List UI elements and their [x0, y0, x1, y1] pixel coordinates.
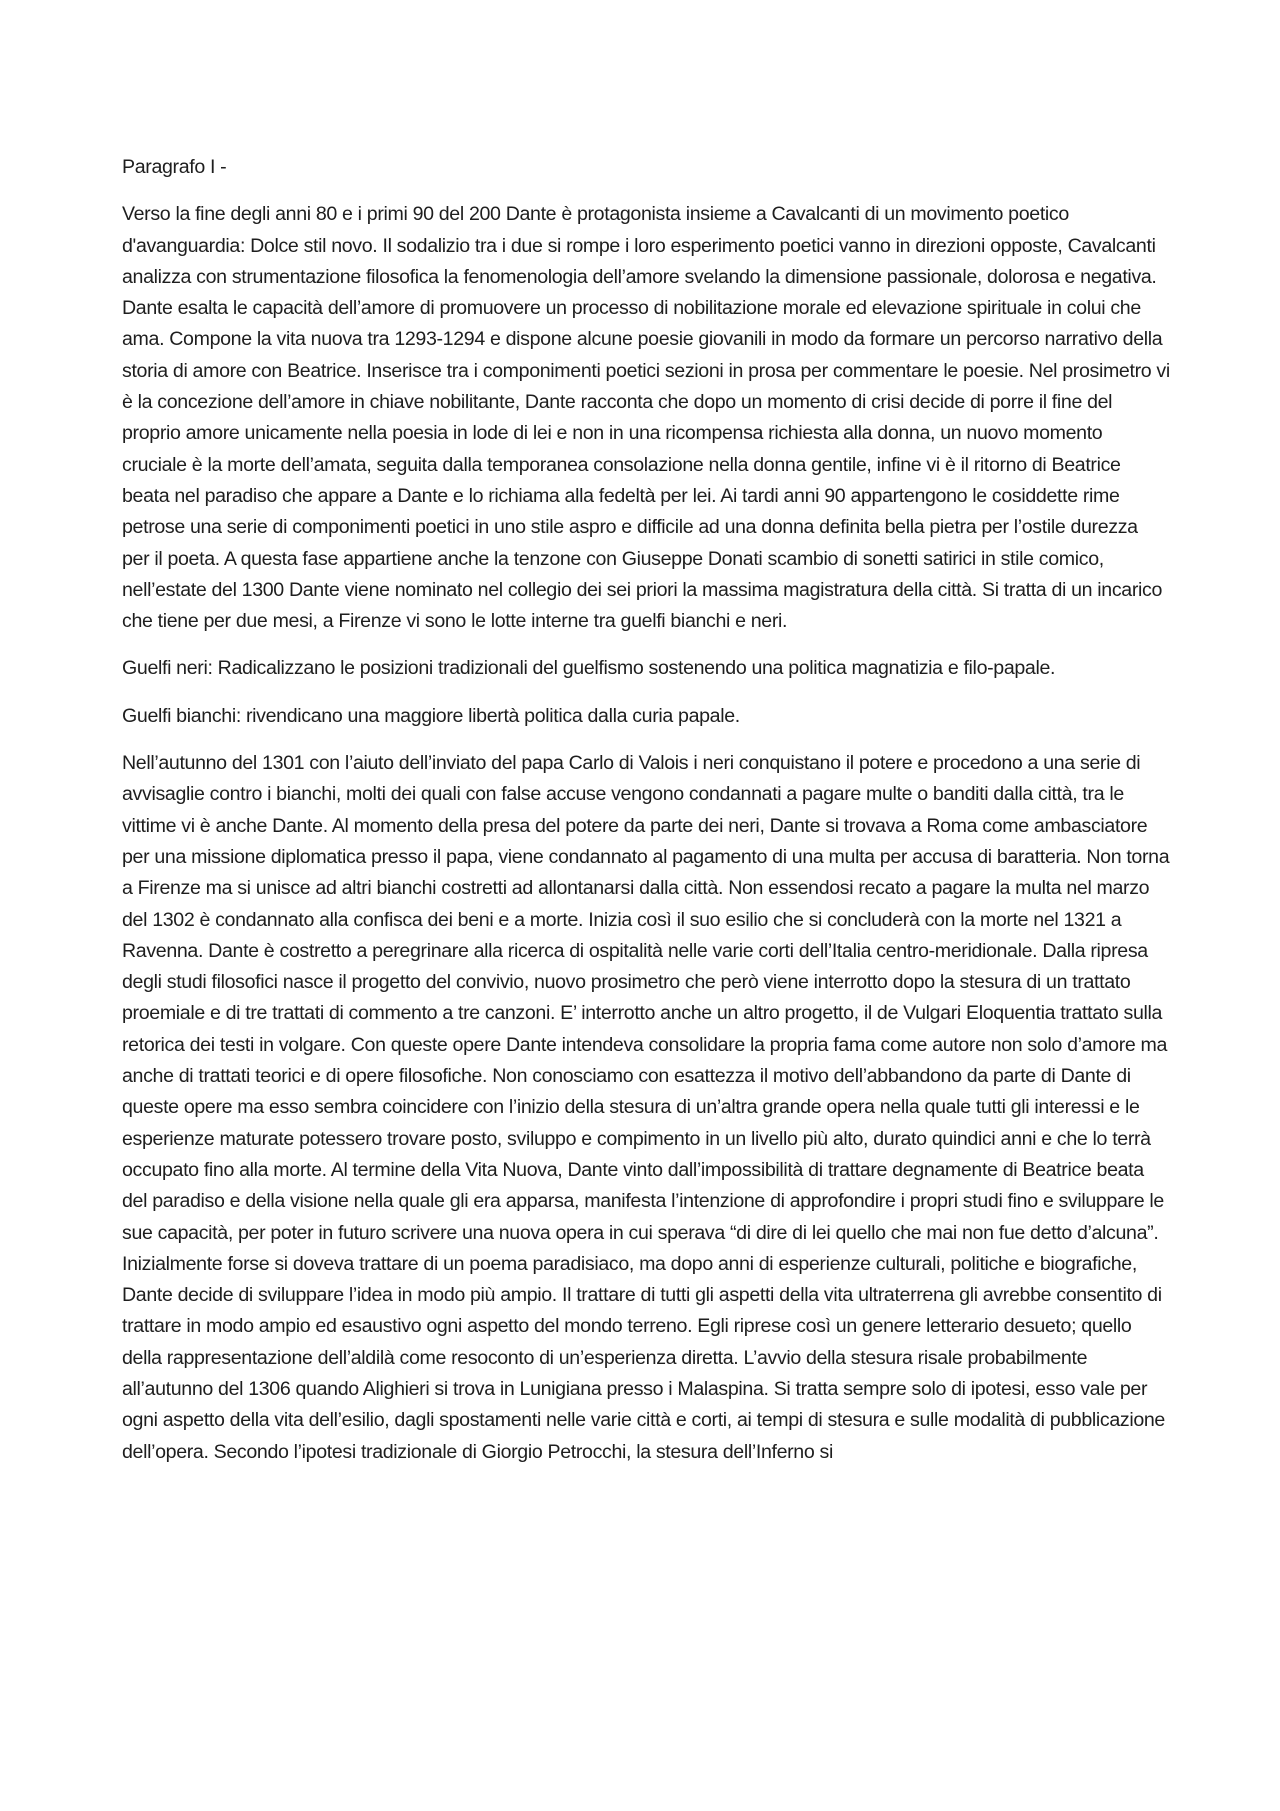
paragraph-heading: Paragrafo I -	[122, 156, 227, 178]
paragraph-guelfi-bianchi: Guelfi bianchi: rivendicano una maggiore libertà politica dalla curia papale.	[122, 704, 740, 727]
paragraph-esilio: Nell’autunno del 1301 con l’aiuto dell’inviato del papa Carlo di Valois i neri conquistano il potere e procedono a una serie di avvisaglie contro i bianchi, molti dei quali con false accuse vengono condannati a pagare multe o banditi dalla città, tra le vittime vi è anche Dante. Al momento della presa del potere da parte dei neri, Dante si trovava a Roma come ambasciatore per una missione diplomatica presso il papa, viene condannato al pagamento di una multa per accusa di baratteria. Non torna a Firenze ma si unisce ad altri bianchi costretti ad allontanarsi dalla città. Non essendosi recato a pagare la multa nel marzo del 1302 è condannato alla confisca dei beni e a morte. Inizia così il suo esilio che si concluderà con la morte nel 1321 a Ravenna. Dante è costretto a peregrinare alla ricerca di ospitalità nelle varie corti dell’Italia centro-meridionale. Dalla ripresa degli studi filosofici nasce il progetto del convivio, nuovo prosimetro che però viene interrotto dopo la stesura di un trattato proemiale e di tre trattati di commento a tre canzoni. E’ interrotto anche un altro progetto, il de Vulgari Eloquentia trattato sulla retorica dei testi in volgare. Con queste opere Dante intendeva consolidare la propria fama come autore non solo d’amore ma anche di trattati teorici e di opere filosofiche. Non conosciamo con esattezza il motivo dell’abbandono da parte di Dante di queste opere ma esso sembra coincidere con l’inizio della stesura di un’altra grande opera nella quale tutti gli interessi e le esperienze maturate potessero trovare posto, sviluppo e compimento in un livello più alto, durato quindici anni e che lo terrà occupato fino alla morte. Al termine della Vita Nuova, Dante vinto dall’impossibilità di trattare degnamente di Beatrice beata del paradiso e della visione nella quale gli era apparsa, manifesta l’intenzione di approfondire i propri studi fino e sviluppare le sue capacità, per poter in futuro scrivere una nuova opera in cui sperava “di dire di lei quello che mai non fue detto d’alcuna”. Inizialmente forse si doveva trattare di un poema paradisiaco, ma dopo anni di esperienze culturali, politiche e biografiche, Dante decide di sviluppare l’idea in modo più ampio. Il trattare di tutti gli aspetti della vita ultraterrena gli avrebbe consentito di trattare in modo ampio ed esaustivo ogni aspetto del mondo terreno. Egli riprese così un genere letterario desueto; quello della rappresentazione dell’aldilà come resoconto di un’esperienza diretta. L’avvio della stesura risale probabilmente all’autunno del 1306 quando Alighieri si trova in Lunigiana presso i Malaspina. Si tratta sempre solo di ipotesi, esso vale per ogni aspetto della vita dell’esilio, dagli spostamenti nelle varie città e corti, ai tempi di stesura e sulle modalità di pubblicazione dell’opera. Secondo l’ipotesi tradizionale di Giorgio Petrocchi, la stesura dell’Inferno si	[122, 752, 1170, 1463]
paragraph-dolce-stil-novo: Verso la fine degli anni 80 e i primi 90 del 200 Dante è protagonista insieme a Cavalcanti di un movimento poetico d'avanguardia: Dolce stil novo. Il sodalizio tra i due si rompe i loro esperimento poetici vanno in direzioni opposte, Cavalcanti analizza con strumentazione filosofica la fenomenologia dell’amore svelando la dimensione passionale, dolorosa e negativa. Dante esalta le capacità dell’amore di promuovere un processo di nobilitazione morale ed elevazione spirituale in colui che ama. Compone la vita nuova tra 1293-1294 e dispone alcune poesie giovanili in modo da formare un percorso narrativo della storia di amore con Beatrice. Inserisce tra i componimenti poetici sezioni in prosa per commentare le poesie. Nel prosimetro vi è la concezione dell’amore in chiave nobilitante, Dante racconta che dopo un momento di crisi decide di porre il fine del proprio amore unicamente nella poesia in lode di lei e non in una ricompensa richiesta alla donna, un nuovo momento cruciale è la morte dell’amata, seguita dalla temporanea consolazione nella donna gentile, infine vi è il ritorno di Beatrice beata nel paradiso che appare a Dante e lo richiama alla fedeltà per lei. Ai tardi anni 90 appartengono le cosiddette rime petrose una serie di componimenti poetici in uno stile aspro e difficile ad una donna definita bella pietra per l’ostile durezza per il poeta. A questa fase appartiene anche la tenzone con Giuseppe Donati scambio di sonetti satirici in stile comico, nell’estate del 1300 Dante viene nominato nel collegio dei sei priori la massima magistratura della città. Si tratta di un incarico che tiene per due mesi, a Firenze vi sono le lotte interne tra guelfi bianchi e neri.	[122, 203, 1170, 633]
document-body	[122, 152, 1170, 1484]
paragraph-guelfi-neri: Guelfi neri: Radicalizzano le posizioni tradizionali del guelfismo sostenendo una politica magnatizia e filo-papale.	[122, 657, 1056, 680]
